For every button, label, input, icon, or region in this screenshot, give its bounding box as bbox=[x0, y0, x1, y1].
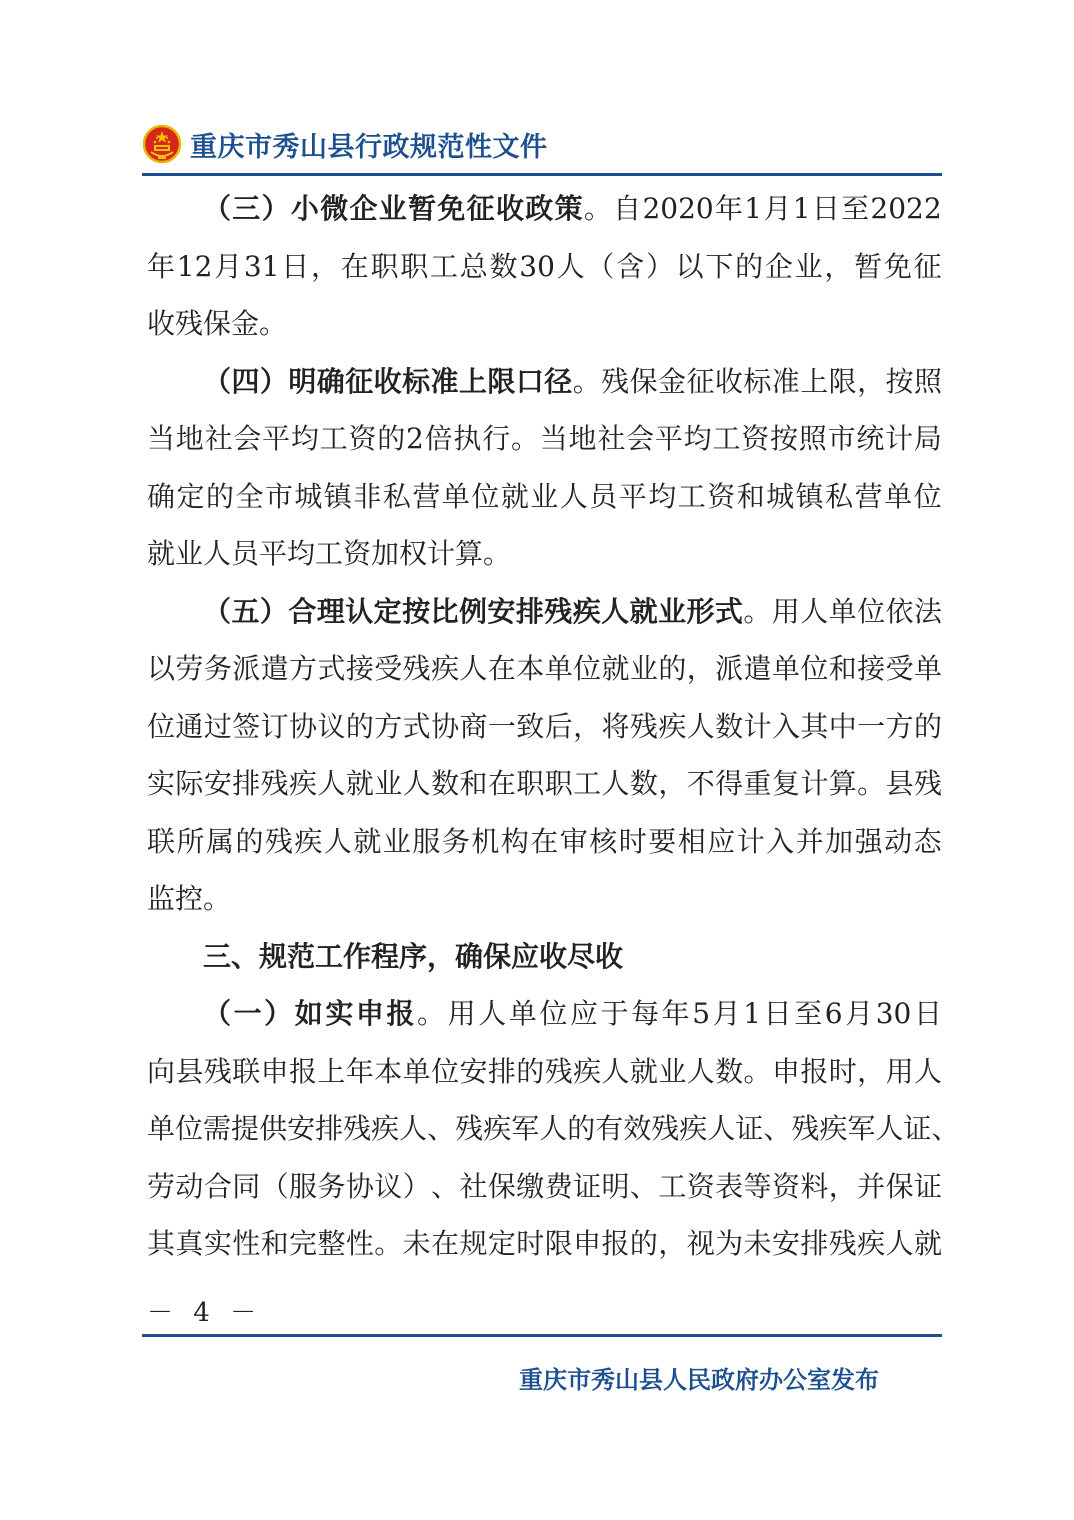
body-line: （ 四 ） 明 确 征 收 标 准 上 限 口 径 。 残 保 金 征 收 标 准 上 限 ， 按 照 bbox=[203, 364, 942, 398]
body-line: （ 一 ） 如 实 申 报 。 用 人 单 位 应 于 每 年 5 月 1 日 至 6 月 30 日 bbox=[203, 997, 942, 1030]
body-line: 实 际 安 排 残 疾 人 就 业 人 数 和 在 职 职 工 人 数 ， 不 得 重 复 计 算 。 县 残 bbox=[147, 767, 942, 800]
body-line: 单 位 需 提 供 安 排 残 疾 人 、 残 疾 军 人 的 有 效 残 疾 人 证 、 残 疾 军 人 证 、 bbox=[147, 1112, 960, 1145]
footer-rule bbox=[142, 1334, 942, 1337]
body-line: 确 定 的 全 市 城 镇 非 私 营 单 位 就 业 人 员 平 均 工 资 和 城 镇 私 营 单 位 bbox=[147, 479, 942, 513]
body-line bbox=[147, 295, 942, 353]
section-heading bbox=[147, 928, 942, 986]
footer-publisher: 重庆市秀山县人民政府办公室发布 bbox=[519, 1366, 879, 1394]
body-line bbox=[147, 870, 942, 928]
body-line: 劳 动 合 同 （ 服 务 协 议 ） 、 社 保 缴 费 证 明 、 工 资 表 等 资 料 ， 并 保 证 bbox=[147, 1169, 942, 1203]
body-line: 向 县 残 联 申 报 上 年 本 单 位 安 排 的 残 疾 人 就 业 人 数 。 申 报 时 ， 用 人 bbox=[147, 1054, 942, 1088]
document-header bbox=[142, 120, 548, 168]
body-text-span: 就业人员平均工资加权计算。 bbox=[147, 537, 512, 570]
body-text-span: 收残保金。 bbox=[147, 307, 288, 340]
body-line: 年 12 月 31 日 ， 在 职 职 工 总 数 30 人 （ 含 ） 以 下 的 企 业 ， 暂 免 征 bbox=[147, 249, 942, 283]
body-line: 以 劳 务 派 遣 方 式 接 受 残 疾 人 在 本 单 位 就 业 的 ， 派 遣 单 位 和 接 受 单 bbox=[147, 652, 942, 685]
header-rule bbox=[142, 173, 942, 176]
body-line: 其 真 实 性 和 完 整 性 。 未 在 规 定 时 限 申 报 的 ， 视 为 未 安 排 残 疾 人 就 bbox=[147, 1227, 942, 1260]
body-line: （ 三 ） 小 微 企 业 暂 免 征 收 政 策 。 自 2020 年 1 月 1 日 至 2022 bbox=[203, 192, 942, 225]
body-line: 位 通 过 签 订 协 议 的 方 式 协 商 一 致 后 ， 将 残 疾 人 数 计 入 其 中 一 方 的 bbox=[147, 709, 942, 743]
national-emblem-icon bbox=[142, 124, 182, 164]
body-line bbox=[147, 525, 942, 583]
document-body bbox=[147, 180, 960, 1273]
header-title: 重庆市秀山县行政规范性文件 bbox=[190, 131, 548, 163]
body-text-span: 监控。 bbox=[147, 882, 232, 915]
body-line: 联 所 属 的 残 疾 人 就 业 服 务 机 构 在 审 核 时 要 相 应 计 入 并 加 强 动 态 bbox=[147, 824, 942, 858]
body-line: （ 五 ） 合 理 认 定 按 比 例 安 排 残 疾 人 就 业 形 式 。 用 人 单 位 依 法 bbox=[203, 594, 942, 628]
page-number: － 4 － bbox=[147, 1298, 263, 1328]
body-line: 当 地 社 会 平 均 工 资 的 2 倍 执 行 。 当 地 社 会 平 均 工 资 按 照 市 统 计 局 bbox=[147, 422, 942, 455]
section-heading-text: 三、规范工作程序，确保应收尽收 bbox=[203, 939, 624, 973]
